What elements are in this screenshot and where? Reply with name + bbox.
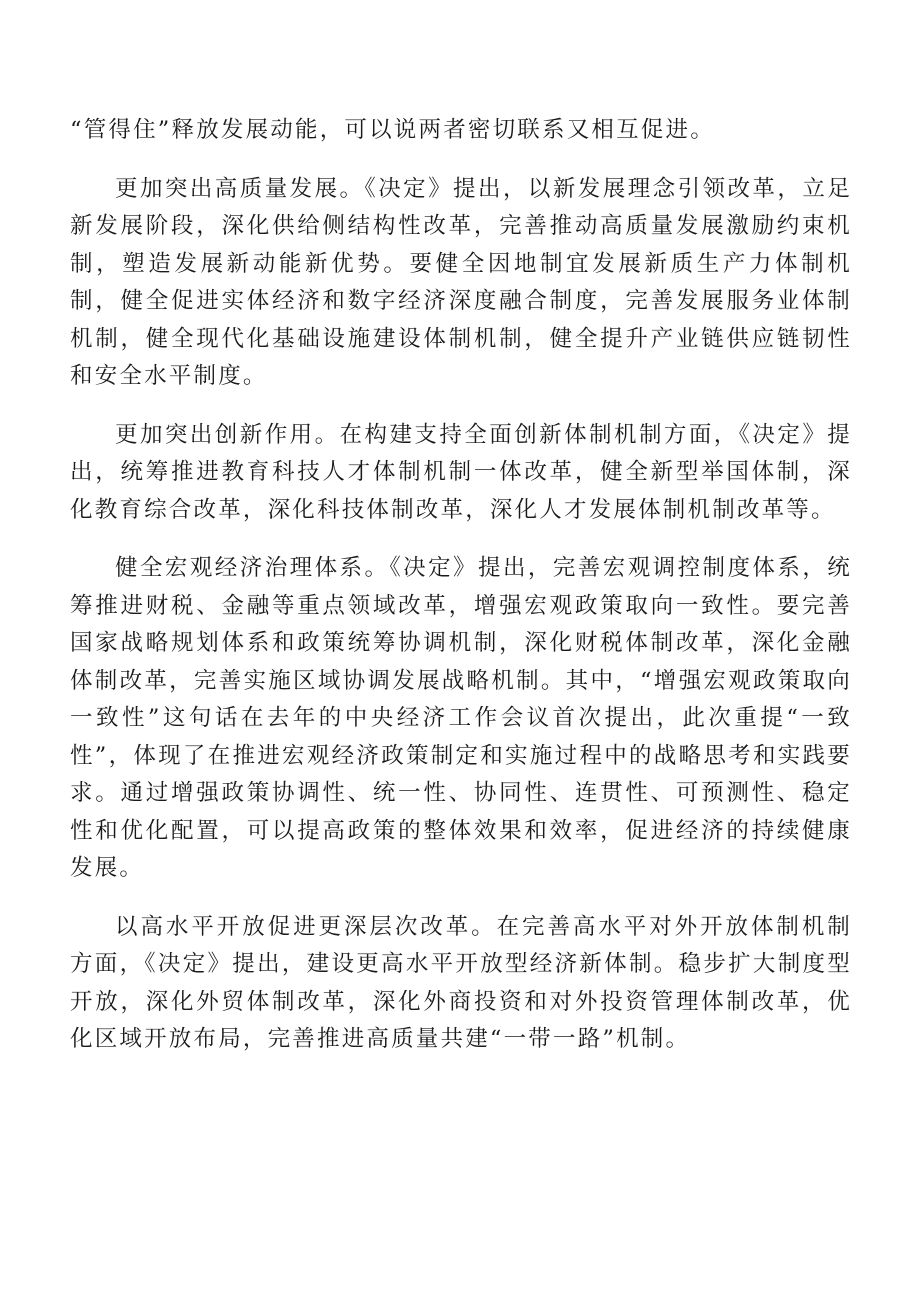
paragraph-opening-up: 以高水平开放促进更深层次改革。在完善高水平对外开放体制机制方面，《决定》提出，建设更高水平开放型经济新体制。稳步扩大制度型开放，深化外贸体制改革，深化外商投资和对外投资管理体制改革，优化区域开放布局，完善推进高质量共建“一带一路”机制。 <box>70 913 852 1052</box>
paragraph-high-quality-development: 更加突出高质量发展。《决定》提出，以新发展理念引领改革，立足新发展阶段，深化供给侧结构性改革，完善推动高质量发展激励约束机制，塑造发展新动能新优势。要健全因地制宜发展新质生产力体制机制，健全促进实体经济和数字经济深度融合制度，完善发展服务业体制机制，健全现代化基础设施建设体制机制，健全提升产业链供应链韧性和安全水平制度。 <box>70 175 852 389</box>
document-body <box>70 112 852 1080</box>
paragraph-continuation: “管得住”释放发展动能，可以说两者密切联系又相互促进。 <box>70 117 715 143</box>
paragraph-innovation: 更加突出创新作用。在构建支持全面创新体制机制方面，《决定》提出，统筹推进教育科技人才体制机制一体改革，健全新型举国体制，深化教育综合改革，深化科技体制改革，深化人才发展体制机制改革等。 <box>70 421 852 523</box>
paragraph-macro-governance: 健全宏观经济治理体系。《决定》提出，完善宏观调控制度体系，统筹推进财税、金融等重点领域改革，增强宏观政策取向一致性。要完善国家战略规划体系和政策统筹协调机制，深化财税体制改革，深化金融体制改革，完善实施区域协调发展战略机制。其中，“增强宏观政策取向一致性”这句话在去年的中央经济工作会议首次提出，此次重提“一致性”，体现了在推进宏观经济政策制定和实施过程中的战略思考和实践要求。通过增强政策协调性、统一性、协同性、连贯性、可预测性、稳定性和优化配置，可以提高政策的整体效果和效率，促进经济的持续健康发展。 <box>70 555 852 881</box>
